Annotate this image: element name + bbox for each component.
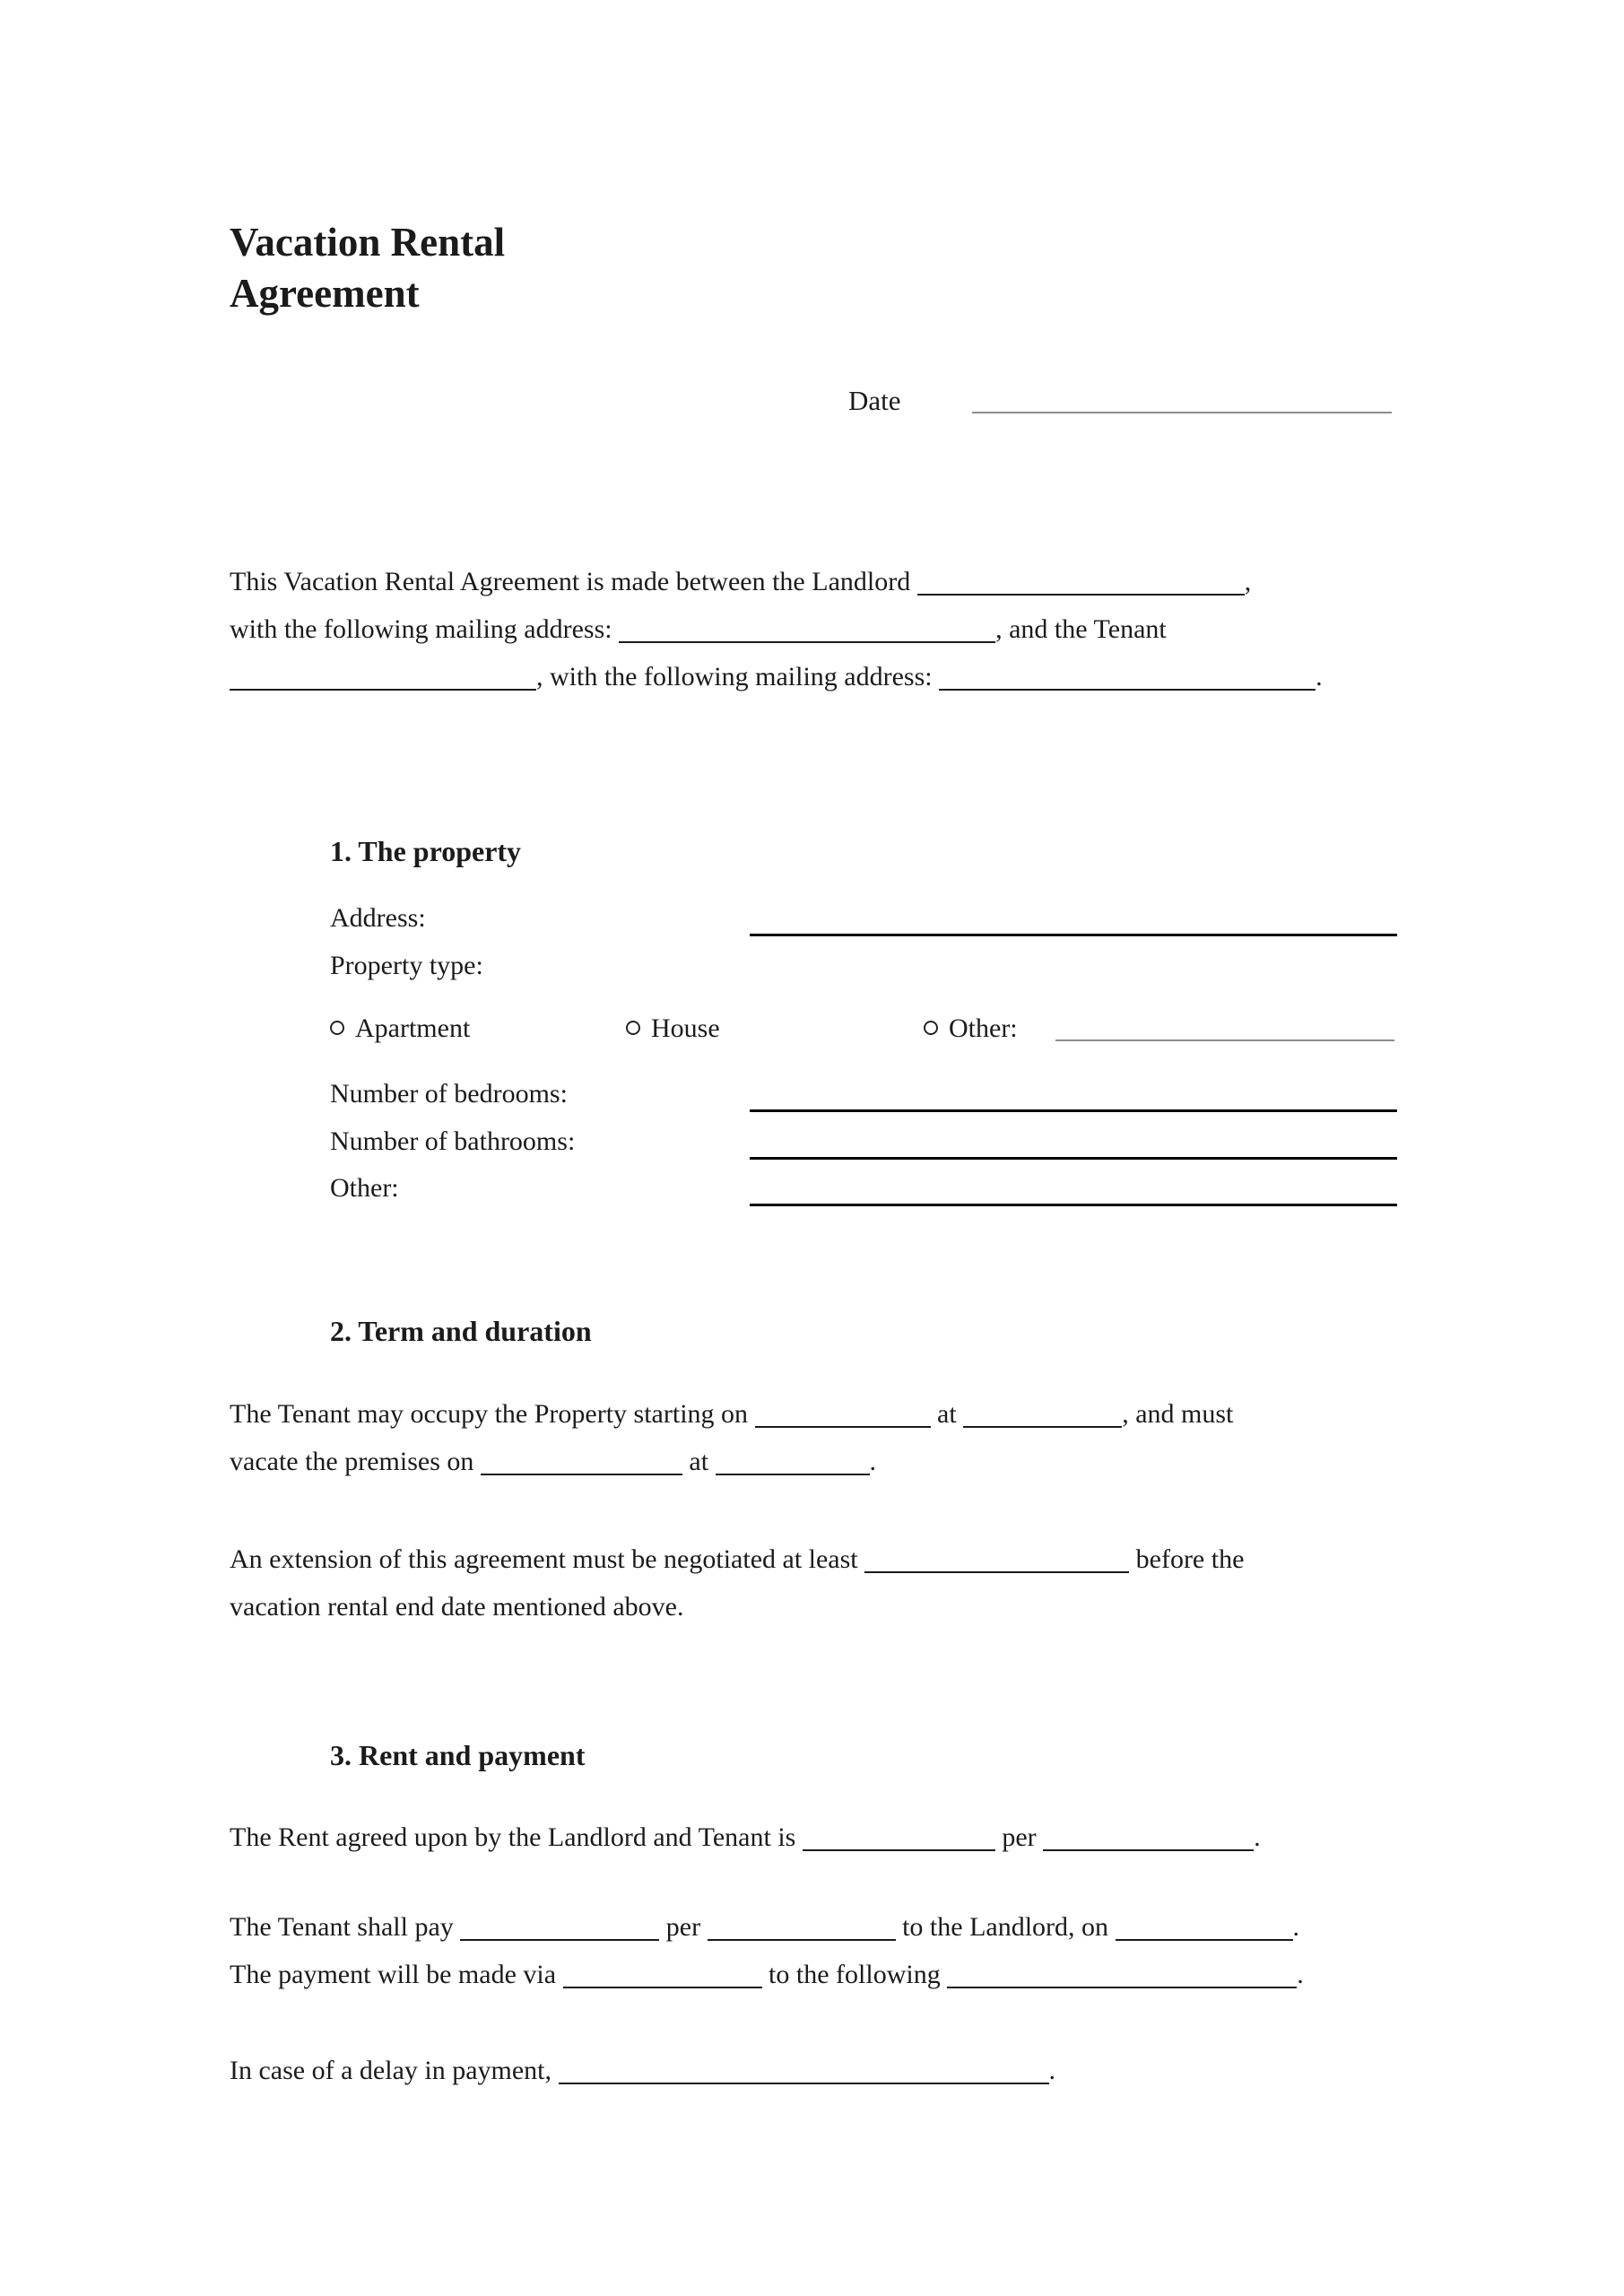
other-fill-line[interactable] — [750, 1204, 1397, 1206]
property-type-options — [330, 1004, 1397, 1052]
paragraph-line — [230, 1813, 1431, 1861]
radio-label: House — [651, 1013, 720, 1043]
intro-paragraph — [230, 558, 1431, 700]
text-segment: . — [1316, 662, 1323, 691]
radio-circle-icon — [330, 1021, 344, 1035]
rent-paragraph — [230, 1813, 1431, 1861]
text-segment: . — [1048, 2056, 1056, 2085]
bathrooms-label: Number of bathrooms: — [330, 1126, 576, 1156]
fill-in-blank[interactable] — [803, 1837, 995, 1851]
fill-in-blank[interactable] — [1043, 1837, 1254, 1851]
text-segment: , with the following mailing address: — [536, 662, 940, 691]
fill-in-blank[interactable] — [559, 2070, 1049, 2084]
paragraph-line — [230, 653, 1431, 700]
bedrooms-fill-line[interactable] — [750, 1109, 1397, 1112]
text-segment: . — [869, 1447, 877, 1476]
field-row-property-type — [330, 942, 1397, 989]
bathrooms-fill-line[interactable] — [750, 1157, 1397, 1160]
date-fill-line[interactable] — [972, 412, 1392, 413]
document-title — [230, 217, 505, 319]
text-segment: . — [1297, 1960, 1304, 1989]
delay-paragraph — [230, 2047, 1431, 2094]
fill-in-blank[interactable] — [1116, 1926, 1293, 1941]
fill-in-blank[interactable] — [917, 581, 1245, 596]
text-segment: An extension of this agreement must be negotiated at least — [230, 1544, 865, 1574]
paragraph-line — [230, 1535, 1431, 1583]
field-row-other — [330, 1164, 1397, 1212]
date-label: Date — [848, 385, 901, 416]
text-segment: vacate the premises on — [230, 1447, 481, 1476]
paragraph-line — [230, 558, 1431, 605]
text-segment: , and must — [1122, 1399, 1234, 1429]
text-segment: vacation rental end date mentioned above. — [230, 1592, 684, 1622]
section-heading-property: 1. The property — [330, 835, 522, 867]
text-segment: per — [994, 1822, 1044, 1852]
text-segment: , and the Tenant — [995, 614, 1167, 644]
radio-label: Other: — [949, 1013, 1018, 1043]
radio-option-house[interactable] — [626, 1004, 720, 1052]
title-line-2: Agreement — [230, 271, 420, 316]
title-line-1: Vacation Rental — [230, 220, 506, 265]
paragraph-line — [230, 1903, 1431, 1951]
radio-label: Apartment — [355, 1013, 471, 1043]
text-segment: at — [930, 1399, 964, 1429]
address-label: Address: — [330, 903, 426, 933]
fill-in-blank[interactable] — [963, 1413, 1122, 1428]
text-segment: The payment will be made via — [230, 1960, 563, 1989]
field-row-address — [330, 894, 1397, 942]
text-segment: The Tenant may occupy the Property starting on — [230, 1399, 755, 1429]
fill-in-blank[interactable] — [716, 1461, 870, 1475]
other-label: Other: — [330, 1173, 399, 1203]
text-segment: . — [1254, 1822, 1261, 1852]
payment-paragraph — [230, 1903, 1431, 1998]
field-row-bathrooms — [330, 1118, 1397, 1165]
text-segment: In case of a delay in payment, — [230, 2056, 559, 2085]
fill-in-blank[interactable] — [708, 1926, 896, 1941]
paragraph-line — [230, 1951, 1431, 1998]
text-segment: , — [1244, 567, 1252, 596]
text-segment: This Vacation Rental Agreement is made between the Landlord — [230, 567, 917, 596]
field-row-bedrooms — [330, 1070, 1397, 1118]
fill-in-blank[interactable] — [460, 1926, 659, 1941]
section-heading-rent: 3. Rent and payment — [330, 1739, 586, 1771]
fill-in-blank[interactable] — [939, 676, 1316, 691]
property-type-label: Property type: — [330, 951, 483, 980]
fill-in-blank[interactable] — [481, 1461, 682, 1475]
fill-in-blank[interactable] — [755, 1413, 931, 1428]
text-segment: to the Landlord, on — [895, 1912, 1116, 1942]
bedrooms-label: Number of bedrooms: — [330, 1079, 568, 1109]
other-type-fill-line[interactable] — [1055, 1039, 1394, 1041]
radio-circle-icon — [924, 1021, 938, 1035]
text-segment: with the following mailing address: — [230, 614, 620, 644]
paragraph-line — [230, 1583, 1431, 1631]
extension-paragraph — [230, 1535, 1431, 1631]
text-segment: before the — [1129, 1544, 1245, 1574]
fill-in-blank[interactable] — [619, 629, 995, 643]
fill-in-blank[interactable] — [563, 1974, 762, 1988]
section-heading-term: 2. Term and duration — [330, 1315, 592, 1347]
paragraph-line — [230, 1390, 1431, 1438]
radio-circle-icon — [626, 1021, 640, 1035]
fill-in-blank[interactable] — [864, 1559, 1129, 1573]
address-fill-line[interactable] — [750, 934, 1397, 936]
paragraph-line — [230, 2047, 1431, 2094]
radio-option-other[interactable] — [924, 1004, 1018, 1052]
paragraph-line — [230, 1438, 1431, 1485]
text-segment: The Rent agreed upon by the Landlord and Tenant is — [230, 1822, 803, 1852]
occupancy-paragraph — [230, 1390, 1431, 1485]
text-segment: per — [659, 1912, 708, 1942]
fill-in-blank[interactable] — [947, 1974, 1297, 1988]
text-segment: to the following — [761, 1960, 948, 1989]
text-segment: . — [1292, 1912, 1300, 1942]
fill-in-blank[interactable] — [230, 676, 536, 691]
paragraph-line — [230, 605, 1431, 653]
radio-option-apartment[interactable] — [330, 1004, 470, 1052]
text-segment: The Tenant shall pay — [230, 1912, 461, 1942]
text-segment: at — [682, 1447, 716, 1476]
